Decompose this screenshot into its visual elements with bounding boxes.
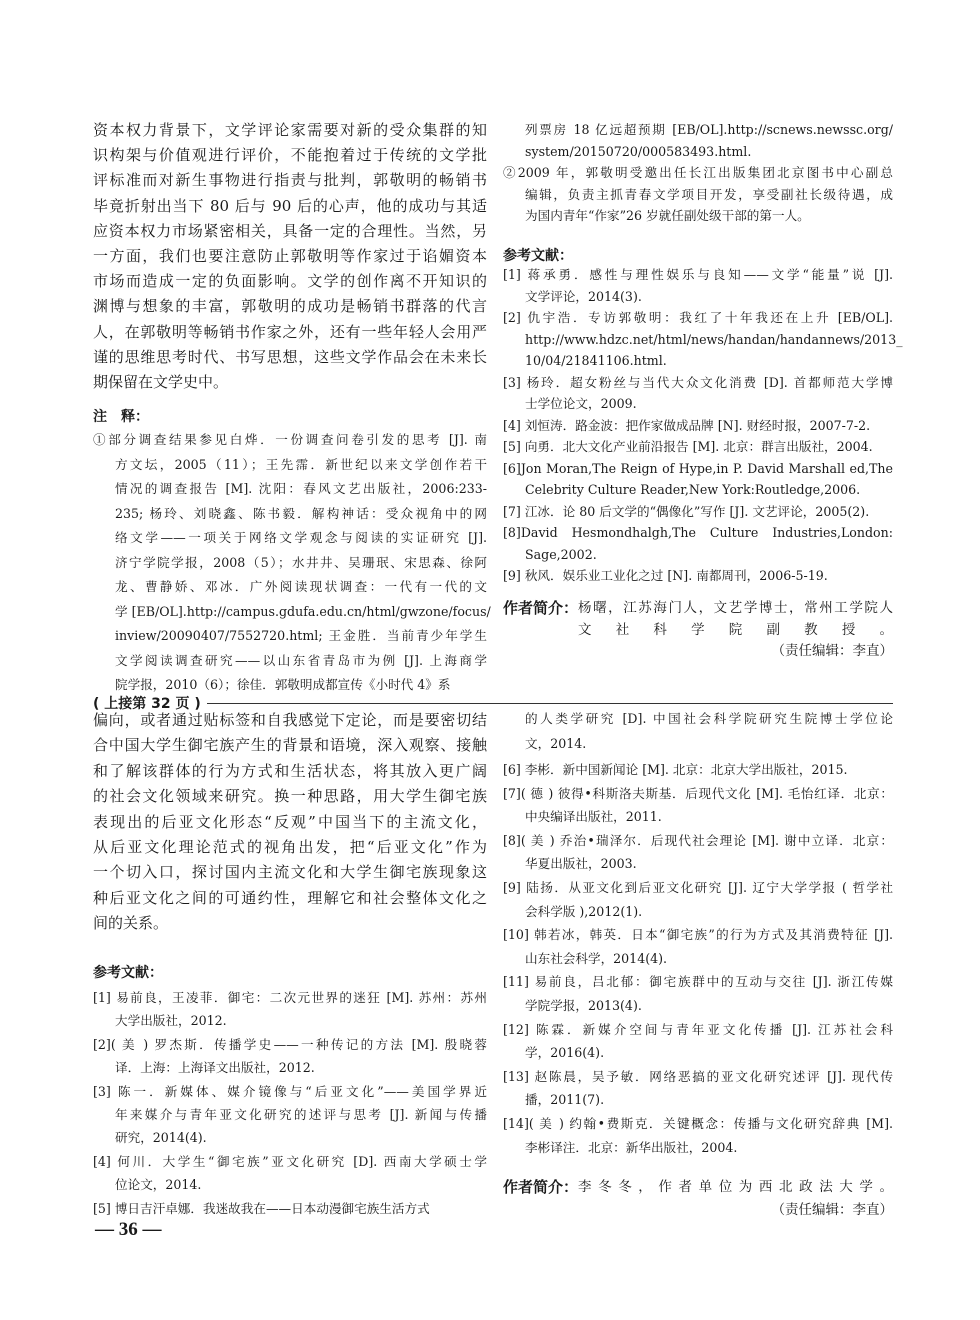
text-line: 种后亚文化之间的可通约性，理解它和社会整体文化之 — [93, 888, 487, 907]
text-line: ②2009 年，郭敬明受邀出任长江出版集团北京图书中心副总 — [503, 165, 893, 180]
text-line: 方文坛，2005（11）；王先霈．新世纪以来文学创作若干 — [115, 456, 487, 472]
text-line: http://www.hdzc.net/html/news/handan/handannews/2013_ — [525, 331, 903, 347]
text-line: 中央编译出版社，2011. — [525, 809, 662, 825]
article-body-top — [93, 118, 487, 395]
reference-item — [503, 1065, 893, 1112]
text-line: [1] 易前良，王凌菲．御宅：二次元世界的迷狂 [M]. 苏州：苏州 — [93, 990, 487, 1005]
text-line: 的人类学研究 [D]. 中国社会科学院研究生院博士学位论 — [525, 711, 893, 726]
reference-item — [503, 501, 893, 523]
text-line: 李彬译注．北京：新华出版社，2004. — [525, 1139, 738, 1155]
editor-note-top: （责任编辑：李直） — [771, 643, 893, 659]
text-line: 情况的调查报告 [M]. 沈阳：春风文艺出版社，2006:233- — [115, 481, 487, 496]
text-line: 渊博与想象的丰富，郭敬明的成功是畅销书群落的代言 — [93, 297, 487, 316]
article-body-bottom — [93, 708, 487, 937]
reference-item — [503, 829, 893, 876]
reference-item — [503, 372, 893, 415]
divider-rule — [207, 703, 893, 704]
text-line: 从后亚文化理论范式的视角出发，把“后亚文化”作为 — [93, 838, 487, 857]
text-line: [9] 秋风．娱乐业工业化之过 [N]. 南都周刊，2006-5-19. — [503, 568, 828, 583]
reference-item — [503, 923, 893, 970]
text-line: 表现出的后亚文化形态“反观”中国当下的主流文化， — [93, 812, 487, 831]
text-line: 年来媒介与青年亚文化研究的述评与思考 [J]. 新闻与传播 — [115, 1107, 487, 1123]
text-line: [5] 博日吉汗卓娜．我迷故我在——日本动漫御宅族生活方式 — [93, 1200, 430, 1216]
text-line: 位论文，2014. — [115, 1177, 202, 1193]
text-line: [5] 向勇．北大文化产业前沿报告 [M]. 北京：群言出版社，2004. — [503, 439, 873, 454]
text-line: 杨曙，江苏海门人，文艺学博士，常州工学院人 — [578, 600, 893, 616]
text-line: 大学出版社，2012. — [115, 1013, 227, 1029]
text-line: 评标准而对新生事物进行指责与批判，郭敬明的畅销书 — [93, 171, 487, 190]
text-line: 济宁学院学报，2008（5）；水井井、吴珊珉、宋思森、徐阿 — [115, 554, 487, 570]
notes-heading: 注 释： — [93, 409, 149, 425]
text-line: 和了解该群体的行为方式和生活状态，将其放入更广阔 — [93, 761, 487, 780]
reference-item — [93, 1080, 487, 1150]
reference-item — [503, 436, 893, 458]
reference-item — [93, 1033, 487, 1080]
reference-item — [503, 415, 893, 437]
text-line: [6]Jon Moran,The Reign of Hype,in P. David Marshall ed,The — [503, 460, 893, 476]
text-line: 华夏出版社，2003. — [525, 856, 637, 872]
text-line: 会科学版 ),2012(1). — [525, 903, 643, 919]
text-line: [2] 仇宇浩．专访郭敬明：我红了十年我还在上升 [EB/OL]. — [503, 310, 893, 325]
text-line: 李冬冬，作者单位为西北政法大学。 — [578, 1179, 893, 1195]
text-line: 络文学——一项关于网络文学观念与阅读的实证研究 [J]. — [115, 530, 487, 545]
text-line: 学 [EB/OL].http://campus.gdufa.edu.cn/html/gwzone/focus/ — [115, 603, 491, 619]
reference-item — [93, 1197, 487, 1220]
author-bio-bottom — [503, 1176, 893, 1198]
text-line: system/20150720/000583493.html. — [525, 143, 752, 159]
author-bio-text — [578, 597, 893, 641]
text-line: [4] 何川．大学生“御宅族”亚文化研究 [D]. 西南大学硕士学 — [93, 1153, 487, 1169]
text-line: [9] 陆扬．从亚文化到后亚文化研究 [J]. 辽宁大学学报 ( 哲学社 — [503, 879, 893, 895]
note-2 — [503, 162, 893, 227]
reference-item — [503, 970, 893, 1017]
text-line: 235; 杨玲、刘晓鑫、陈书毅．解构神话：受众视角中的网 — [115, 505, 487, 521]
text-line: 一方面，我们也要注意防止郭敬明等作家过于谄媚资本 — [93, 247, 487, 266]
text-line: 合中国大学生御宅族产生的背景和语境，深入观察、接触 — [93, 736, 487, 755]
text-line: 市场而造成一定的负面影响。文学的创作离不开知识的 — [93, 272, 487, 291]
text-line: 文学阅读调查研究——以山东省青岛市为例 [J]. 上海商学 — [115, 652, 487, 668]
text-line: [7] 江冰．论 80 后文学的“偶像化”写作 [J]. 文艺评论，2005(2). — [503, 503, 870, 519]
text-line: 播，2011(7). — [525, 1092, 605, 1108]
references-heading-bottom: 参考文献： — [93, 965, 163, 981]
reference-item — [503, 565, 893, 587]
reference-list-bottom-left — [93, 986, 487, 1220]
text-line: ①部分调查结果参见白烨．一份调查问卷引发的思考 [J]. 南 — [93, 432, 487, 447]
text-line: [3] 陈一．新媒体、媒介镜像与“后亚文化”——美国学界近 — [93, 1083, 487, 1099]
text-line: [10] 韩若冰，韩英．日本“御宅族”的行为方式及其消费特征 [J]. — [503, 927, 893, 943]
reference-5-continued — [503, 706, 893, 756]
reference-item — [93, 986, 487, 1033]
text-line: 文学评论，2014(3). — [525, 288, 642, 304]
text-line: 列票房 18 亿远超预期 [EB/OL].http://scnews.newssc.org/ — [525, 122, 893, 137]
text-line: [1] 蒋承勇．感性与理性娱乐与良知——文学“能量”说 [J]. — [503, 267, 893, 282]
text-line: 研究，2014(4). — [115, 1130, 207, 1146]
reference-item — [503, 1112, 893, 1159]
author-bio-label: 作者简介： — [503, 599, 579, 617]
reference-item — [503, 307, 903, 372]
text-line: 学，2016(4). — [525, 1045, 605, 1061]
text-line: 间的关系。 — [93, 914, 169, 933]
text-line: 期保留在文学史中。 — [93, 373, 229, 392]
text-line: 龙、曹静娇、邓冰．广外阅读现状调查：一代有一代的文 — [115, 579, 487, 594]
text-line: 谨的思维思考时代、书写思想，这些文学作品会在未来长 — [93, 347, 487, 366]
references-heading-top: 参考文献： — [503, 248, 573, 264]
text-line: [13] 赵陈晨，吴予敏．网络恶搞的亚文化研究述评 [J]. 现代传 — [503, 1068, 893, 1084]
text-line: 一个切入口，探讨国内主流文化和大学生御宅族现象这 — [93, 863, 487, 882]
reference-item — [503, 758, 893, 782]
text-line: [3] 杨玲．超女粉丝与当代大众文化消费 [D]. 首都师范大学博 — [503, 374, 893, 390]
text-line: [6] 李彬．新中国新闻论 [M]. 北京：北京大学出版社，2015. — [503, 762, 848, 777]
note-1-continued — [503, 119, 893, 162]
text-line: 译．上海：上海译文出版社，2012. — [115, 1060, 315, 1076]
reference-item — [503, 522, 893, 565]
text-line: [4] 刘恒涛．路金波：把作家做成品牌 [N]. 财经时报，2007-7-2. — [503, 417, 871, 433]
reference-item — [503, 782, 893, 829]
page-number: — 36 — — [95, 1219, 162, 1240]
text-line: [8]( 美 ) 乔治•瑞泽尔．后现代社会理论 [M]. 谢中立译．北京： — [503, 832, 893, 848]
text-line: 文社科学院副教授。 — [578, 622, 893, 638]
text-line: [7]( 德 ) 彼得•科斯洛夫斯基．后现代文化 [M]. 毛怡红译．北京： — [503, 785, 893, 801]
text-line: [2]( 美 ) 罗杰斯．传播学史——一种传记的方法 [M]. 殷晓蓉 — [93, 1036, 487, 1052]
text-line: 资本权力背景下，文学评论家需要对新的受众集群的知 — [93, 121, 487, 139]
text-line: [8]David Hesmondhalgh,The Culture Industries,London: — [503, 525, 893, 540]
text-line: 偏向，或者通过贴标签和自我感觉下定论，而是要密切结 — [93, 711, 487, 729]
text-line: 文，2014. — [525, 736, 587, 751]
text-line: 学院学报，2013(4). — [525, 997, 642, 1013]
reference-list-bottom-right — [503, 758, 893, 1159]
text-line: 院学报，2010（6）；徐佳．郭敬明成都宣传《小时代 4》系 — [115, 677, 451, 692]
reference-item — [503, 1018, 893, 1065]
reference-item — [503, 264, 893, 307]
reference-item — [93, 1150, 487, 1197]
author-bio-text — [578, 1176, 893, 1198]
text-line: 编辑，负责主抓青春文学项目开发，享受副社长级待遇，成 — [525, 186, 893, 202]
text-line: 人，在郭敬明等畅销书作家之外，还有一些年轻人会用严 — [93, 322, 487, 341]
note-1 — [93, 428, 491, 698]
text-line: 10/04/21841106.html. — [525, 353, 667, 368]
text-line: Celebrity Culture Reader,New York:Routledge,2006. — [525, 482, 861, 497]
reference-item — [503, 458, 893, 501]
text-line: 识构架与价值观进行评价，不能抱着过于传统的文学批 — [93, 146, 487, 165]
text-line: 毕竟折射出当下 80 后与 90 后的心声，他的成功与其适 — [93, 196, 487, 215]
text-line: inview/20090407/7552720.html; 王金胜．当前青少年学生 — [115, 628, 487, 643]
editor-note-bottom: （责任编辑：李直） — [771, 1202, 893, 1218]
text-line: Sage,2002. — [525, 546, 597, 562]
author-bio-label: 作者简介： — [503, 1178, 579, 1196]
author-bio-top — [503, 597, 893, 641]
continued-from-label: ( 上接第 32 页 ) — [93, 696, 201, 712]
reference-item — [503, 876, 893, 923]
text-line: [12] 陈霖．新媒介空间与青年亚文化传播 [J]. 江苏社会科 — [503, 1021, 893, 1037]
text-line: 的社会文化领域来研究。换一种思路，用大学生御宅族 — [93, 787, 487, 806]
text-line: [14]( 美 ) 约翰•费斯克．关键概念：传播与文化研究辞典 [M]. — [503, 1115, 893, 1131]
text-line: 应资本权力市场紧密相关，具备一定的合理性。当然，另 — [93, 221, 487, 240]
text-line: 为国内青年“作家”26 岁就任副处级干部的第一人。 — [525, 208, 810, 223]
text-line: 山东社会科学，2014(4). — [525, 950, 668, 966]
text-line: [11] 易前良，吕北郁：御宅族群中的互动与交往 [J]. 浙江传媒 — [503, 974, 893, 990]
reference-list-top — [503, 264, 903, 587]
text-line: 士学位论文，2009. — [525, 396, 637, 411]
